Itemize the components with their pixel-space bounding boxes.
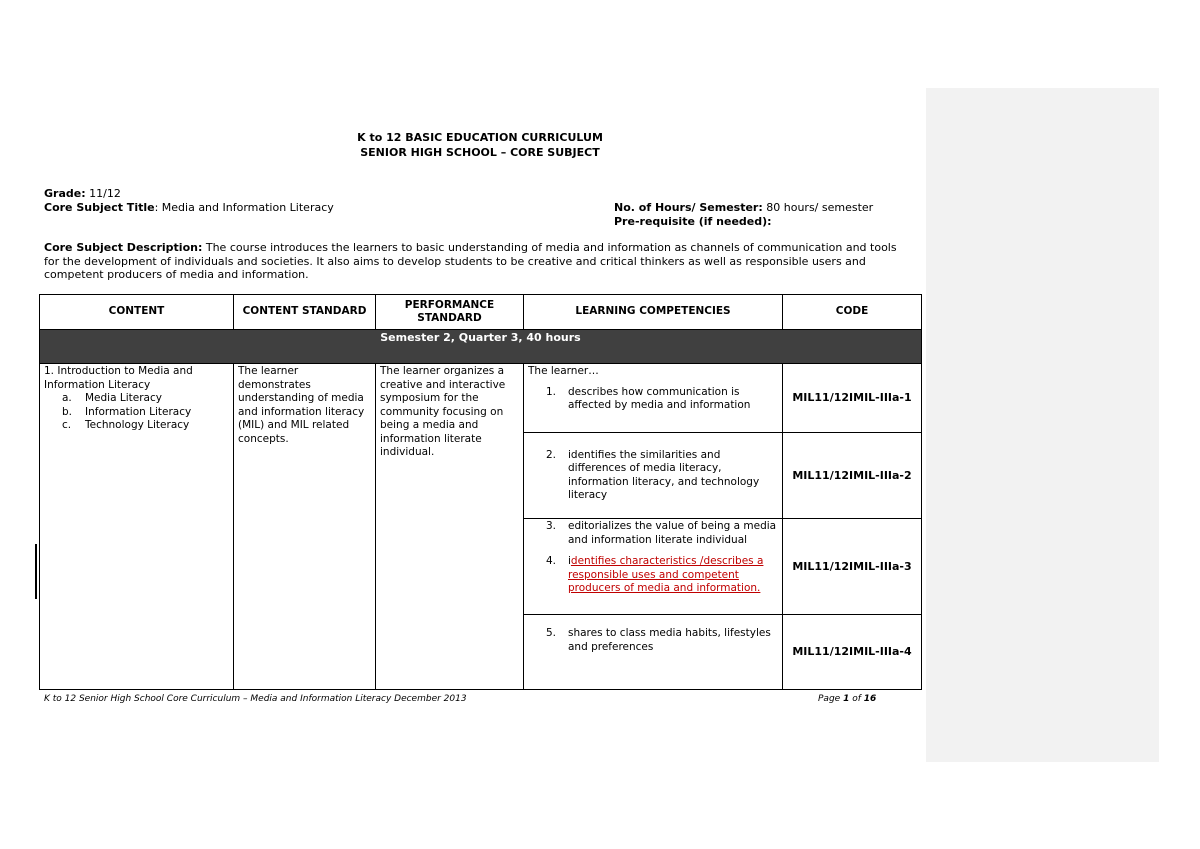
subject-description (44, 241, 912, 282)
competency-cell (524, 519, 783, 615)
comment-pane (926, 88, 1159, 762)
grade-label: Grade: (44, 187, 86, 200)
header-content-standard: CONTENT STANDARD (234, 295, 376, 330)
document-header (240, 130, 720, 160)
competency-cell (524, 364, 783, 433)
hours-line (614, 201, 873, 214)
header-code: CODE (783, 295, 922, 330)
header-performance-standard: PERFORMANCE STANDARD (376, 295, 524, 330)
content-intro: 1. Introduction to Media and Information Literacy (44, 365, 193, 391)
description-text: The course introduces the learners to basic understanding of media and information as channels of communication and tools for the development of individuals and societies. It also aims to develop students to be creative and critical thinkers as well as responsible users and competent producers of media and information. (44, 241, 897, 281)
semester-row (40, 330, 922, 364)
grade-value: 11/12 (89, 187, 121, 200)
list-item: 2. identifies the similarities and differences of media literacy, information literacy, and technology literacy (546, 448, 760, 501)
content-cell (40, 364, 234, 690)
hours-value: 80 hours/ semester (766, 201, 874, 214)
subject-title-line (44, 201, 334, 214)
code-cell: MIL11/12IMIL-IIIa-1 (783, 364, 922, 433)
semester-label: Semester 2, Quarter 3, 40 hours (40, 330, 922, 364)
competency-cell (524, 433, 783, 519)
header-content: CONTENT (40, 295, 234, 330)
table-header-row (40, 295, 922, 330)
list-item: 1. describes how communication is affected by media and information (546, 385, 751, 411)
grade-line (44, 187, 121, 200)
code-cell: MIL11/12IMIL-IIIa-2 (783, 433, 922, 519)
list-item: 3. editorializes the value of being a media and information literate individual (546, 520, 777, 546)
curriculum-table (39, 294, 922, 690)
header-line-1: K to 12 BASIC EDUCATION CURRICULUM (357, 131, 603, 144)
header-learning-competencies: LEARNING COMPETENCIES (524, 295, 783, 330)
performance-standard-cell: The learner organizes a creative and interactive symposium for the community focusing on being a media and information literate individual. (376, 364, 524, 690)
list-item: b. Information Literacy (62, 405, 192, 418)
list-item: c. Technology Literacy (62, 419, 190, 431)
header-line-2: SENIOR HIGH SCHOOL – CORE SUBJECT (360, 146, 600, 159)
page-number: Page 1 of 16 (818, 694, 877, 704)
code-cell: MIL11/12IMIL-IIIa-3 (783, 519, 922, 615)
description-label: Core Subject Description: (44, 241, 203, 254)
code-cell: MIL11/12IMIL-IIIa-4 (783, 615, 922, 690)
list-item: 4. identifies characteristics /describes a responsible uses and competent producers of media and information. (546, 555, 764, 594)
learner-intro: The learner… (528, 365, 599, 377)
list-item: 5. shares to class media habits, lifestyles and preferences (546, 627, 771, 653)
footer-title: K to 12 Senior High School Core Curriculum – Media and Information Literacy December 2013 (44, 694, 467, 704)
content-sub-list (44, 392, 229, 433)
table-row (40, 364, 922, 433)
list-item: a. Media Literacy (62, 392, 162, 404)
competency-cell (524, 615, 783, 690)
tracked-change-text: dentifies characteristics /describes a responsible uses and competent producers of media and information. (568, 555, 764, 594)
change-bar (35, 544, 37, 599)
content-standard-cell: The learner demonstrates understanding of media and information literacy (MIL) and MIL related concepts. (234, 364, 376, 690)
subject-title-value: : Media and Information Literacy (154, 201, 334, 214)
prerequisite-line: Pre-requisite (if needed): (614, 215, 772, 228)
subject-title-label: Core Subject Title (44, 201, 155, 214)
hours-label: No. of Hours/ Semester: (614, 201, 763, 214)
